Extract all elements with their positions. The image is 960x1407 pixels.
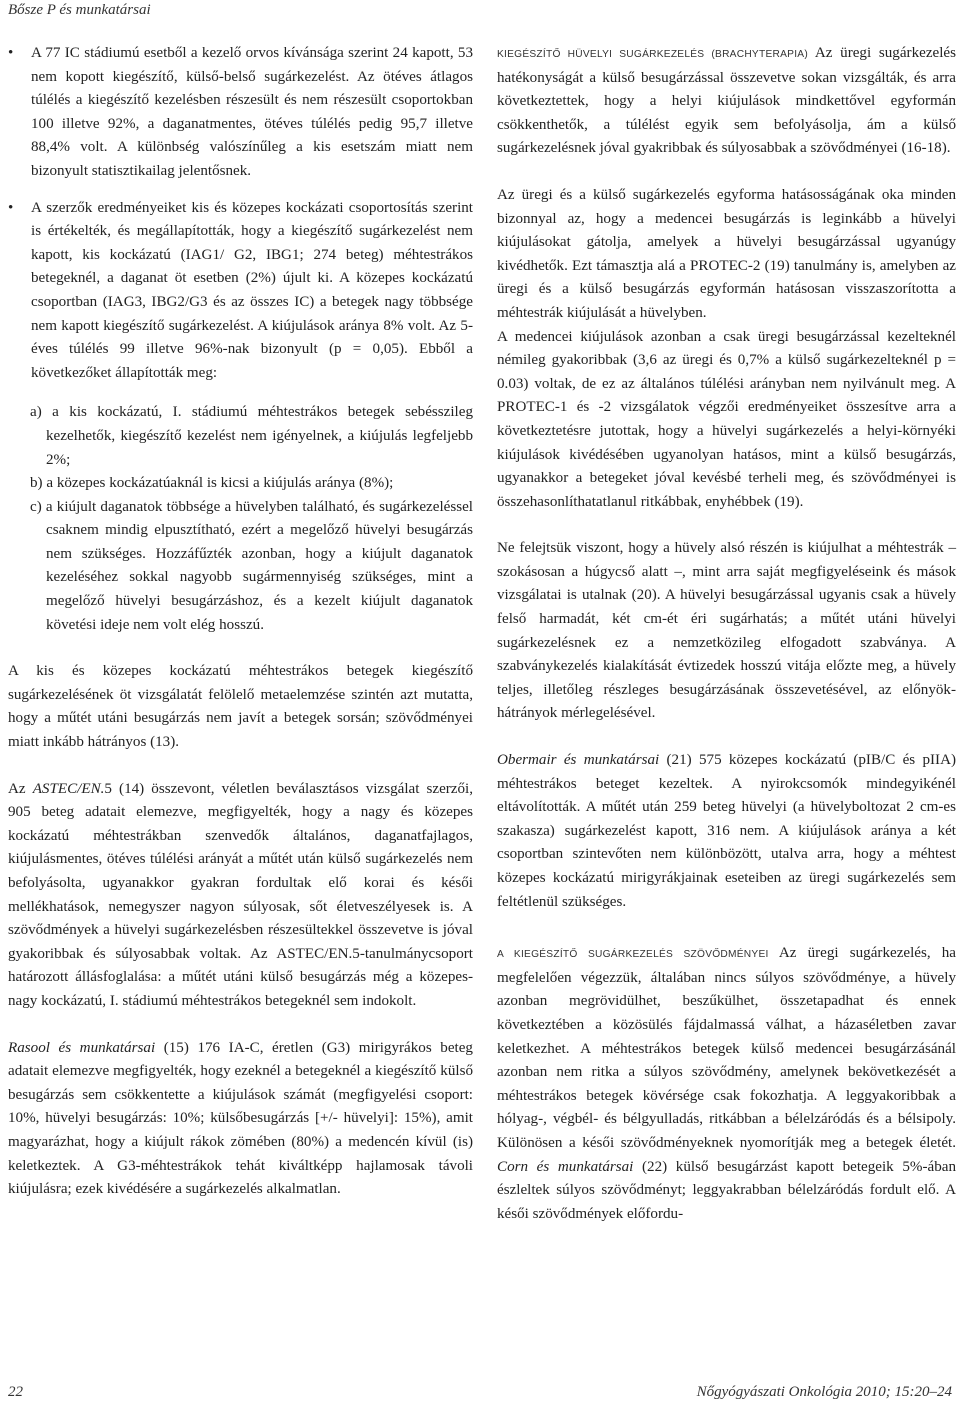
bullet-icon: • — [8, 45, 14, 61]
paragraph: A medencei kiújulások azonban a csak üregi besugárzással kezelteknél némileg gyakoribbak (3,6 az üregi és 0,7% a külső sugárkezelteknél p = 0.03) voltak, de ez az általános túlélési arányban nem nyilvánult meg. A PROTEC-1 és -2 vizsgálatok végzői eredményeiket összesítve arra a következtetésre jutottak, hogy a hüvelyi sugárkezelés a helyi-környéki kiújulások kivédésében ugyanolyan hatásos, mint a külső besugárzás, ugyanakkor a betegeket jóval kevésbé terheli meg, és szövődményei is összehasonlíthatatlanul ritkábbak, enyhébbek (19). — [497, 328, 956, 510]
section-heading: A KIEGÉSZÍTŐ SUGÁRKEZELÉS SZÖVŐDMÉNYEI — [497, 949, 769, 961]
text-run: Az üregi sugárkezelés, ha megfelelően végezzük, általában nincs súlyos szövődménye, a hüvely azonban megrövidülhet, beszűkülhet, összetapadhat és ennek következtében a közösülés fájdalmassá válhat, a házaséletben zavar keletkezhet. A méhtestrákos betegek külső medencei besugárzásánál azonban nem ritka a súlyos szövődmény, amelynek bekövetkezését a méhtestrákos betegek kövérsége csak fokozhatja. A leggyakoribbak a hólyag-, végbél- és bélgyulladás, ritkábban a bélelzáródás és a bélsipoly. Különösen a késői szövődményeknek nyomorítják meg a betegek életét. — [497, 945, 957, 1151]
section-heading: KIEGÉSZÍTŐ HÜVELYI SUGÁRKEZELÉS (BRACHYTERAPIA) — [497, 49, 808, 60]
bullet-text: A 77 IC stádiumú esetből a kezelő orvos kívánsága szerint 24 kapott, 53 nem kopott kiegészítő, külső-belső sugárkezelést. Az ötéves átlagos túlélés a kiegészítő kezelésben részesült és nem részesült csoportokban 100 illetve 92%, a daganatmentes, ötéves túlélés pedig 95,7 illetve 88,4% volt. A különbség valószínűleg a kis esetszám miatt nem bizonyult statisztikailag jelentősnek. — [31, 45, 473, 179]
left-column — [8, 42, 473, 1202]
paragraph: A kis és közepes kockázatú méhtestrákos betegek kiegészítő sugárkezelésének öt vizsgálatát felölelő metaelemzése szintén azt mutatta, hogy a műtét utáni besugárzás nem javít a betegek sorsán; szövődményei miatt inkább hátrányos (13). — [8, 663, 473, 751]
sub-list-item: a) a kis kockázatú, I. stádiumú méhtestrákos betegek sebésszileg kezelhetők, kiegészítő kezelést nem igényelnek, a kiújulás legfeljebb 2%; — [30, 404, 473, 468]
right-column — [497, 42, 956, 1226]
paragraph — [497, 42, 956, 161]
text-run: Az — [8, 780, 33, 797]
text-run: (22) külső besugárzást kapott betegeik 5%-ában észleltek súlyos szövődményt; leggyakrabban bélelzáródás fordult elő. A késői szövődmények előfordu- — [497, 1158, 956, 1222]
paragraph: Ne felejtsük viszont, hogy a hüvely alsó részén is kiújulhat a méhtestrák – szokásosan a húgycső alatt –, mint arra saját megfigyeléseink és mások vizsgálatai is utalnak (20). A hüvelyi besugárzással ugyanis csak a hüvely felső harmadát, két cm-ét éri sugárhatás; a műtét utáni hüvelyi sugárkezelésnek ez a nemzetközileg elfogadott szabványa. A szabványkezelés kialakítását évtizedek hosszú vitája előzte meg, a hüvely teljes, illetőleg részleges besugárzásának összevetésével, az előnyök-hátrányok mérlegelésével. — [497, 540, 956, 722]
paragraph — [497, 749, 956, 914]
text-run: Az üregi sugárkezelés hatékonyságát a külső besugárzással összevetve sokan vizsgálták, és arra következtettek, hogy a helyi kiújulások mindkettővel egyformán csökkenthetők, a túlélést egyik sem befolyásolja, ám a külső sugárkezelésnek jóval gyakribbak és súlyosabbak a szövődményei (16-18). — [497, 45, 956, 157]
running-head: Bősze P és munkatársai — [8, 2, 151, 18]
paragraph — [8, 1037, 473, 1202]
bullet-item — [8, 197, 473, 386]
text-run: (21) 575 közepes kockázatú (pIB/C és pIIA) méhtestrákos beteget kezeltek. A nyirokcsomók mindegyikénél eltávolították. A műtét után 259 beteg hüvelyi (a hüvelyboltozat 2 cm-es szakasza) sugárkezelést kapott, 316 nem. A kiújulások aránya a két csoportban szintevőten nem különbözött, utalva arra, hogy a méhtest közepes kockázatú mirigyrákjainak eseteiben az üregi sugárkezelés sem feltétlenül szükséges. — [497, 752, 956, 910]
text-run: 5 (14) összevont, véletlen beválasztásos vizsgálat szerzői, 905 beteg adatait elemezve, megfigyelték, hogy a nagy és közepes kockázatú méhtestrákban szenvedők általános, daganatfajlagos, kiújulásmentes, ötéves túlélési arányát a műtét után külső sugárkezelés nem befolyásolta, ugyanakkor gyakran fordultak elő korai és késői mellékhatások, nemegyszer nagyon súlyosak, sőt életveszélyesek is. A szövődmények a hüvelyi sugárkezelésben részesültekkel összevetve is jóval gyakoribbak és súlyosabbak voltak. Az ASTEC/EN.5-tanulmánycsoport határozott állásfoglalása: a műtét utáni külső besugárzás még a közepes-nagy kockázatú, I. stádiumú méhtestrákos betegeknél sem indokolt. — [8, 780, 474, 1009]
paragraph — [497, 942, 956, 1226]
author-citation: Obermair és munkatársai — [497, 752, 660, 769]
author-citation: Rasool és munkatársai — [8, 1039, 156, 1056]
page-number: 22 — [8, 1384, 23, 1400]
bullet-text: A szerzők eredményeiket kis és közepes kockázati csoportosítás szerint is értékelték, és megállapították, hogy a kiegészítő sugárkezelést nem kapott, kis kockázatú (IAG1/ G2, IBG1; 274 beteg) méhtestrákos betegeknél, a daganat öt esetben (2%) újult ki. A közepes kockázatú csoportban (IAG3, IBG2/G3 és az összes IC) a betegek nagy többsége nem kapott kiegészítő sugárkezelést. A kiújulások aránya 8% volt. Az 5-éves túlélés 99 illetve 96%-nak bizonyult (p = 0,05). Ebből a következőket állapították meg: — [31, 199, 473, 381]
sub-list-item: c) a kiújult daganatok többsége a hüvelyben található, és sugárkezeléssel csaknem mindig elpusztítható, ezért a megelőző hüvelyi besugárzás nem szükséges. Hozzáfűzték azonban, hogy a kiújult daganatok kezeléséhez sokkal nagyobb sugármennyiség szükséges, mint a megelőző hüvelyi besugárzáshoz, és a kezelt kiújult daganatok követési ideje nem volt elég hosszú. — [30, 498, 473, 633]
bullet-item — [8, 42, 473, 184]
paragraph: Az üregi és a külső sugárkezelés egyforma hatásosságának oka minden bizonnyal az, hogy a medencei besugárzás is leginkább a hüvelyi kiújulásokat gátolja, amelyek a hüvelyi besugárzással ugyanúgy kivédhetők. Ezt támasztja alá a PROTEC-2 (19) tanulmány is, amelyben az üregi és a külső besugárzás egyformán hatásosan visszaszorította a méhtestrák kiújulását a hüvelyben. — [497, 186, 956, 321]
paragraph — [8, 778, 473, 1014]
author-citation: Corn és munkatársai — [497, 1158, 634, 1175]
sub-list-item: b) a közepes kockázatúaknál is kicsi a kiújulás aránya (8%); — [30, 475, 394, 492]
study-name: ASTEC/EN. — [32, 780, 105, 797]
bullet-icon: • — [8, 199, 14, 216]
journal-citation: Nőgyógyászati Onkológia 2010; 15:20–24 — [696, 1384, 952, 1400]
text-run: (15) 176 IA-C, éretlen (G3) mirigyrákos beteg adatait elemezve megfigyelték, hogy ezeknél a betegeknél a kiegészítő külső besugárzás sem csökkentette a kiújulások számát (megfigyelési csoport: 10%, hüvelyi besugárzás: 10%; külsőbesugárzás [+/- hüvelyi]: 15%), amit magyarázhat, hogy a kiújult rákok zömében (80%) a medencén kívül (is) keletkeztek. A G3-méhtestrákok tehát kiváltképp hajlamosak távoli kiújulásra; ezek kivédésére a sugárkezelés alkalmatlan. — [8, 1039, 473, 1198]
